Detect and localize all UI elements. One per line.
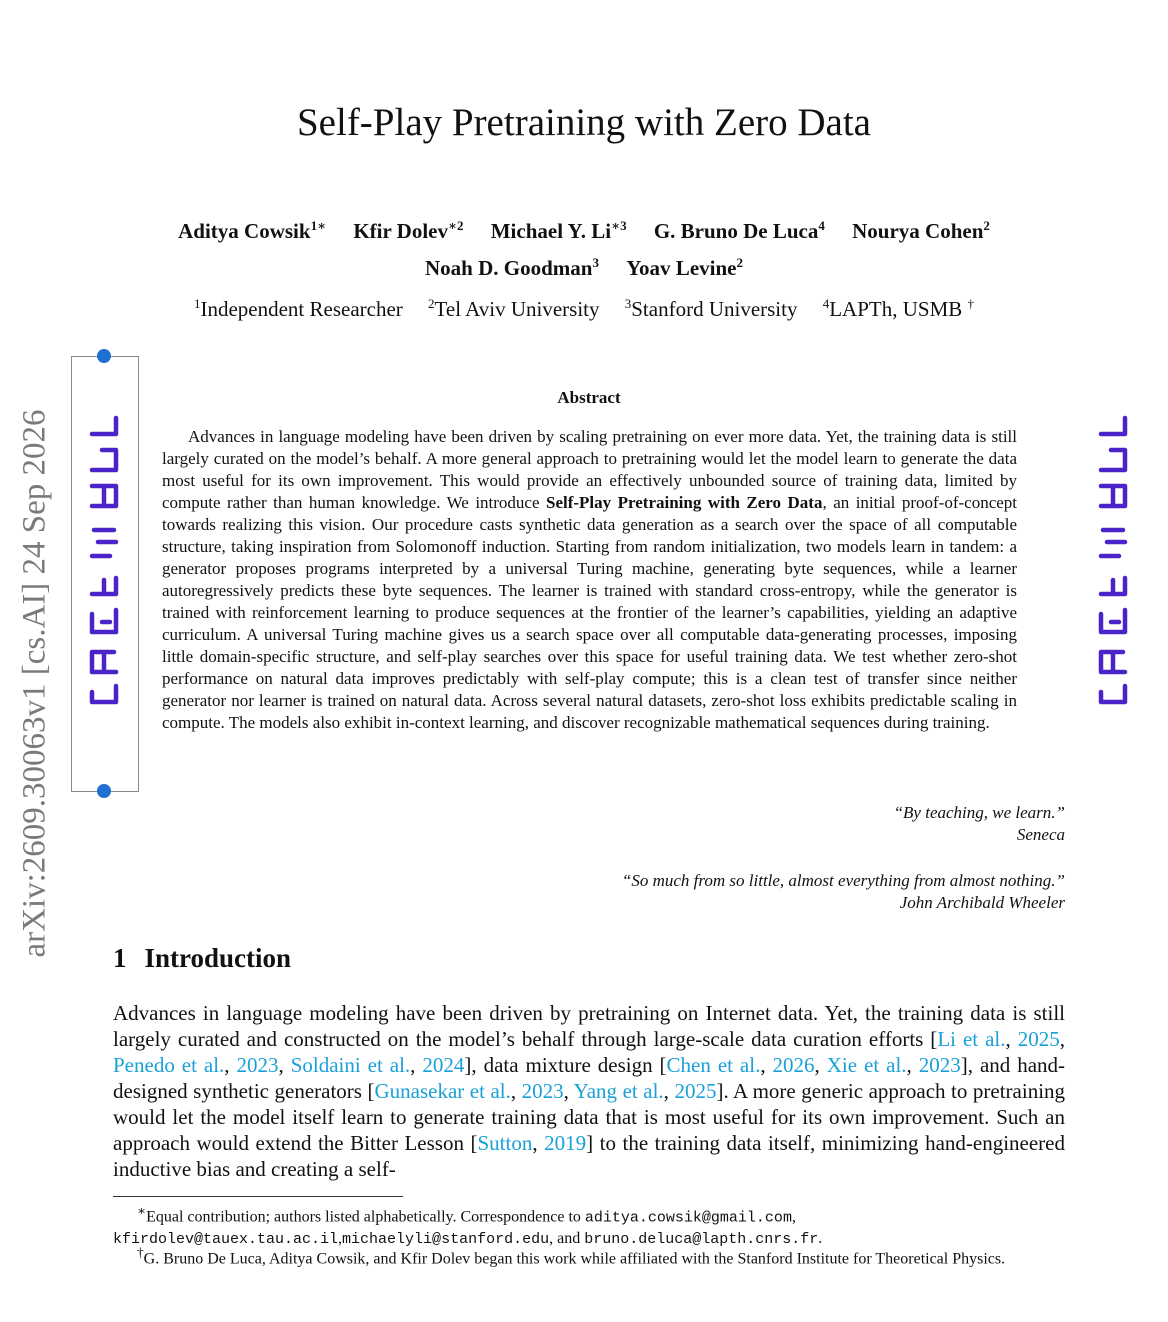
handwritten-signature [74, 410, 134, 710]
affiliation: $^1$Independent Researcher [193, 296, 403, 321]
citation-link[interactable]: 2023 [236, 1053, 279, 1077]
citation-link[interactable]: 2025 [1017, 1027, 1060, 1051]
footnote-rule [113, 1196, 403, 1197]
footnote-2: †G. Bruno De Luca, Aditya Cowsik, and Kfir Dolev began this work while affiliated with the Stanford Institute for Theoretical Physics. [137, 1245, 1006, 1268]
abstract-body: Advances in language modeling have been driven by scaling pretraining on ever more data. Yet, the training data is still largely curated on the model’s behalf. A more general approach to pretraining would let the model learn to generate the data most useful for its own improvement. This would provide an effectively unbounded source of training data, limited by compute rather than human knowledge. We introduce Self-Play Pretraining with Zero Data, an initial proof-of-concept towards realizing this vision. Our procedure casts synthetic data generation as a search over the space of all computable structure, taking inspiration from Solomonoff induction. Starting from random initialization, two models learn in tandem: a generator proposes programs interpreted by a universal Turing machine, generating byte sequences, while a learner autoregressively predicts these byte sequences. The learner is trained with standard cross-entropy, while the generator is trained with reinforcement learning to produce sequences at the frontier of the learner’s capabilities, yielding an adaptive curriculum. A universal Turing machine gives us a search space over all computable data-generating processes, imposing little domain-specific structure, and self-play searches over this space for useful training data. We test whether zero-shot performance on natural data improves predictably with self-play compute; this is a clean test of transfer since neither generator nor learner is trained on natural data. Across several natural datasets, zero-shot loss exhibits predictable scaling in compute. The models also exhibit in-context learning, and discover recognizable mathematical sequences during training. [162, 427, 1018, 732]
epigraph [622, 870, 1065, 914]
paper-title: Self-Play Pretraining with Zero Data [296, 101, 871, 144]
citation-link[interactable]: Sutton [477, 1131, 533, 1155]
resize-handle-top[interactable] [97, 349, 111, 363]
author: G. Bruno De Luca$^4$ [653, 218, 825, 243]
author: Kfir Dolev$^{∗2}$ [353, 218, 464, 243]
citation-link[interactable]: 2024 [422, 1053, 465, 1077]
email-link[interactable]: kfirdolev@tauex.tau.ac.il [113, 1231, 339, 1249]
citation-link[interactable]: Xie et al. [826, 1053, 907, 1077]
author: Noah D. Goodman$^3$ [425, 255, 599, 280]
author-line-2 [0, 255, 1168, 281]
quote-author: Seneca [1016, 825, 1065, 844]
citation-link[interactable]: Soldaini et al. [290, 1053, 411, 1077]
section-heading: 1 Introduction [113, 943, 292, 973]
affiliations [0, 296, 1168, 322]
citation-link[interactable]: 2019 [544, 1131, 587, 1155]
citation-link[interactable]: Gunasekar et al. [374, 1079, 511, 1103]
intro-paragraph: Advances in language modeling have been driven by pretraining on Internet data. Yet, the training data is still largely curated and constructed on the model’s behalf through large-scale data curation efforts [Li et al., 2025, Penedo et al., 2023, Soldaini et al., 2024], data mixture design [Chen et al., 2026, Xie et al., 2023], and hand-designed synthetic generators [Gunasekar et al., 2023, Yang et al., 2025]. A more generic approach to pretraining would let the model itself learn to generate training data that is most useful for its own improvement. Such an approach would extend the Bitter Lesson [Sutton, 2019] to the training data itself, minimizing hand-engineered inductive bias and creating a self- [113, 1001, 1066, 1181]
footnote-1: ∗Equal contribution; authors listed alphabetically. Correspondence to aditya.cowsik@gmail.com, kfirdolev@tauex.tau.ac.il,michaelyli@stanford.edu, and bruno.deluca@lapth.cnrs.fr. [113, 1203, 823, 1249]
affiliation: $^3$Stanford University [624, 296, 798, 321]
citation-link[interactable]: 2023 [918, 1053, 961, 1077]
citation-link[interactable]: Yang et al. [573, 1079, 664, 1103]
citation-link[interactable]: Chen et al. [666, 1053, 761, 1077]
citation-link[interactable]: 2023 [521, 1079, 564, 1103]
author-line-1 [0, 218, 1168, 244]
citation-link[interactable]: 2025 [674, 1079, 717, 1103]
arxiv-stamp: arXiv:2609.30063v1 [cs.AI] 24 Sep 2026 [16, 409, 53, 958]
email-link[interactable]: aditya.cowsik@gmail.com [584, 1209, 792, 1227]
handwritten-signature [1083, 410, 1143, 710]
citation-link[interactable]: Li et al. [937, 1027, 1006, 1051]
author: Nourya Cohen$^2$ [852, 218, 990, 243]
quote-text: “So much from so little, almost everything from almost nothing.” [621, 871, 1065, 890]
email-link[interactable]: michaelyli@stanford.edu [342, 1231, 550, 1249]
abstract-heading: Abstract [557, 388, 621, 407]
affiliation: $^4$LAPTh, USMB † [822, 296, 975, 321]
epigraph [894, 802, 1065, 846]
citation-link[interactable]: 2026 [772, 1053, 815, 1077]
resize-handle-bottom[interactable] [97, 784, 111, 798]
quote-text: “By teaching, we learn.” [893, 803, 1065, 822]
affiliation: $^2$Tel Aviv University [428, 296, 600, 321]
author: Aditya Cowsik$^{1∗}$ [178, 218, 327, 243]
citation-link[interactable]: Penedo et al. [113, 1053, 225, 1077]
author: Yoav Levine$^2$ [626, 255, 743, 280]
quote-author: John Archibald Wheeler [899, 893, 1065, 912]
email-link[interactable]: bruno.deluca@lapth.cnrs.fr [584, 1231, 819, 1249]
author: Michael Y. $Li^{∗3}$ [490, 218, 627, 243]
